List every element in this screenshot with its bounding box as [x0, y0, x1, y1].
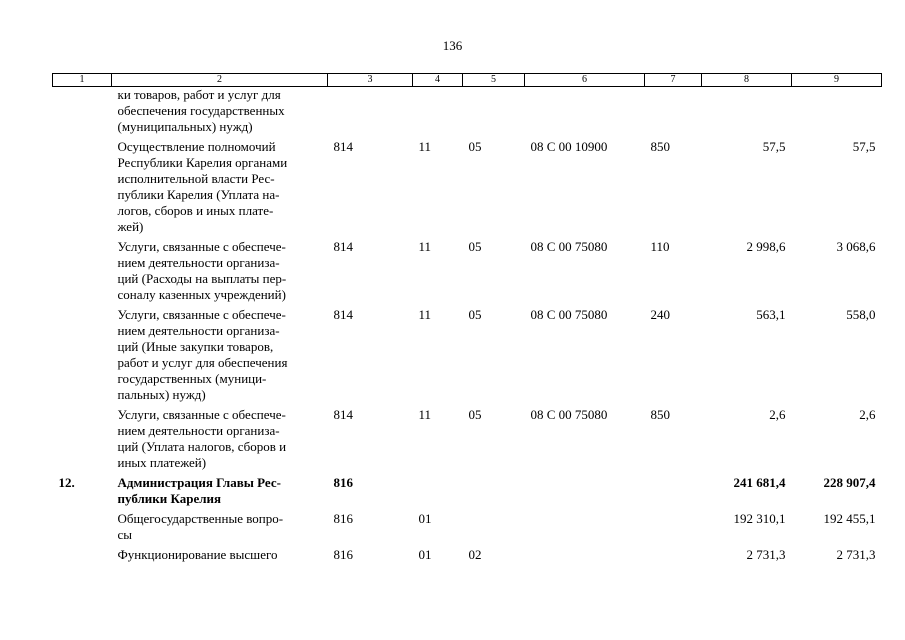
table-row [53, 139, 882, 239]
target-article-code [525, 475, 645, 511]
row-number [53, 239, 112, 307]
amount-year-2: 57,5 [852, 139, 876, 154]
item-name-line: сы [117, 527, 133, 542]
subsection-code [463, 475, 525, 511]
item-name-line: Общегосударственные вопро- [117, 511, 284, 526]
column-header: 6 [525, 74, 645, 87]
amount-year-2 [792, 87, 882, 140]
item-name-line: нием деятельности организа- [117, 323, 280, 338]
subsection-code [463, 511, 525, 547]
section-code: 11 [418, 239, 432, 254]
row-number [53, 407, 112, 475]
table-row [53, 511, 882, 547]
row-number [53, 511, 112, 547]
ministry-code: 816 [333, 511, 353, 526]
column-header: 3 [328, 74, 413, 87]
item-name-line: жей) [117, 219, 144, 234]
ministry-code: 814 [333, 307, 353, 322]
amount-year-1: 192 310,1 [733, 511, 786, 526]
item-name-line: Услуги, связанные с обеспече- [117, 407, 286, 422]
item-name-line: соналу казенных учреждений) [117, 287, 286, 302]
column-header: 8 [702, 74, 792, 87]
target-article-code: 08 С 00 75080 [530, 407, 608, 422]
row-number [53, 139, 112, 239]
amount-year-1 [702, 87, 792, 140]
column-header: 7 [645, 74, 702, 87]
budget-table [52, 73, 882, 563]
amount-year-2: 2,6 [859, 407, 876, 422]
section-code: 11 [418, 139, 432, 154]
expense-type-code [645, 547, 702, 563]
expense-type-code: 850 [650, 139, 670, 154]
item-name [112, 475, 328, 511]
ministry-code: 816 [333, 547, 353, 562]
item-name [112, 547, 328, 563]
amount-year-1: 2 998,6 [746, 239, 786, 254]
section-code [413, 87, 463, 140]
item-name-line: нием деятельности организа- [117, 255, 280, 270]
item-name-line: Администрация Главы Рес- [117, 475, 281, 490]
amount-year-1: 563,1 [756, 307, 786, 322]
subsection-code: 05 [468, 139, 482, 154]
row-number [53, 307, 112, 407]
section-code [413, 475, 463, 511]
item-name-line: публики Карелия [117, 491, 222, 506]
item-name-line: Функционирование высшего [117, 547, 278, 562]
table-body [53, 87, 882, 564]
ministry-code: 814 [333, 407, 353, 422]
subsection-code: 05 [468, 307, 482, 322]
amount-year-2: 3 068,6 [836, 239, 876, 254]
section-code: 11 [418, 407, 432, 422]
item-name-line: Услуги, связанные с обеспече- [117, 307, 286, 322]
item-name-line: логов, сборов и иных плате- [117, 203, 274, 218]
column-header: 9 [792, 74, 882, 87]
table-row [53, 307, 882, 407]
target-article-code [525, 547, 645, 563]
subsection-code: 02 [468, 547, 482, 562]
item-name-line: нием деятельности организа- [117, 423, 280, 438]
table-row [53, 87, 882, 140]
item-name-line: ций (Расходы на выплаты пер- [117, 271, 287, 286]
item-name [112, 307, 328, 407]
item-name-line: публики Карелия (Уплата на- [117, 187, 280, 202]
amount-year-2: 228 907,4 [823, 475, 876, 490]
column-header: 5 [463, 74, 525, 87]
expense-type-code: 850 [650, 407, 670, 422]
amount-year-2: 192 455,1 [823, 511, 876, 526]
table-row [53, 239, 882, 307]
item-name-line: иных платежей) [117, 455, 207, 470]
item-name-line: работ и услуг для обеспечения [117, 355, 288, 370]
section-code: 01 [418, 547, 432, 562]
item-name-line: исполнительной власти Рес- [117, 171, 275, 186]
page-number: 136 [442, 38, 463, 53]
target-article-code: 08 С 00 10900 [530, 139, 608, 154]
ministry-code [328, 87, 413, 140]
row-number [53, 547, 112, 563]
item-name-line: Осуществление полномочий [117, 139, 276, 154]
amount-year-1: 2 731,3 [746, 547, 786, 562]
row-number: 12. [58, 475, 75, 490]
column-header: 2 [112, 74, 328, 87]
item-name [112, 87, 328, 140]
table-row [53, 475, 882, 511]
section-code: 11 [418, 307, 432, 322]
amount-year-2: 2 731,3 [836, 547, 876, 562]
subsection-code: 05 [468, 239, 482, 254]
table-header [53, 74, 882, 87]
item-name-line: обеспечения государственных [117, 103, 285, 118]
item-name-line: Услуги, связанные с обеспече- [117, 239, 286, 254]
item-name-line: ций (Иные закупки товаров, [117, 339, 274, 354]
subsection-code: 05 [468, 407, 482, 422]
table-row [53, 407, 882, 475]
target-article-code [525, 511, 645, 547]
item-name [112, 511, 328, 547]
item-name-line: ций (Уплата налогов, сборов и [117, 439, 287, 454]
item-name [112, 239, 328, 307]
amount-year-1: 57,5 [762, 139, 786, 154]
header-row [53, 74, 882, 87]
ministry-code: 814 [333, 239, 353, 254]
item-name-line: государственных (муници- [117, 371, 267, 386]
column-header: 4 [413, 74, 463, 87]
expense-type-code [645, 475, 702, 511]
target-article-code [525, 87, 645, 140]
item-name-line: пальных) нужд) [117, 387, 206, 402]
expense-type-code [645, 87, 702, 140]
target-article-code: 08 С 00 75080 [530, 239, 608, 254]
target-article-code: 08 С 00 75080 [530, 307, 608, 322]
amount-year-1: 2,6 [769, 407, 786, 422]
row-number [53, 87, 112, 140]
table-row [53, 547, 882, 563]
item-name [112, 407, 328, 475]
ministry-code: 816 [333, 475, 353, 490]
item-name [112, 139, 328, 239]
item-name-line: (муниципальных) нужд) [117, 119, 253, 134]
expense-type-code [645, 511, 702, 547]
expense-type-code: 240 [650, 307, 670, 322]
ministry-code: 814 [333, 139, 353, 154]
section-code: 01 [418, 511, 432, 526]
amount-year-2: 558,0 [846, 307, 876, 322]
item-name-line: Республики Карелия органами [117, 155, 288, 170]
amount-year-1: 241 681,4 [733, 475, 786, 490]
column-header: 1 [53, 74, 112, 87]
subsection-code [463, 87, 525, 140]
item-name-line: ки товаров, работ и услуг для [117, 87, 281, 102]
expense-type-code: 110 [650, 239, 670, 254]
